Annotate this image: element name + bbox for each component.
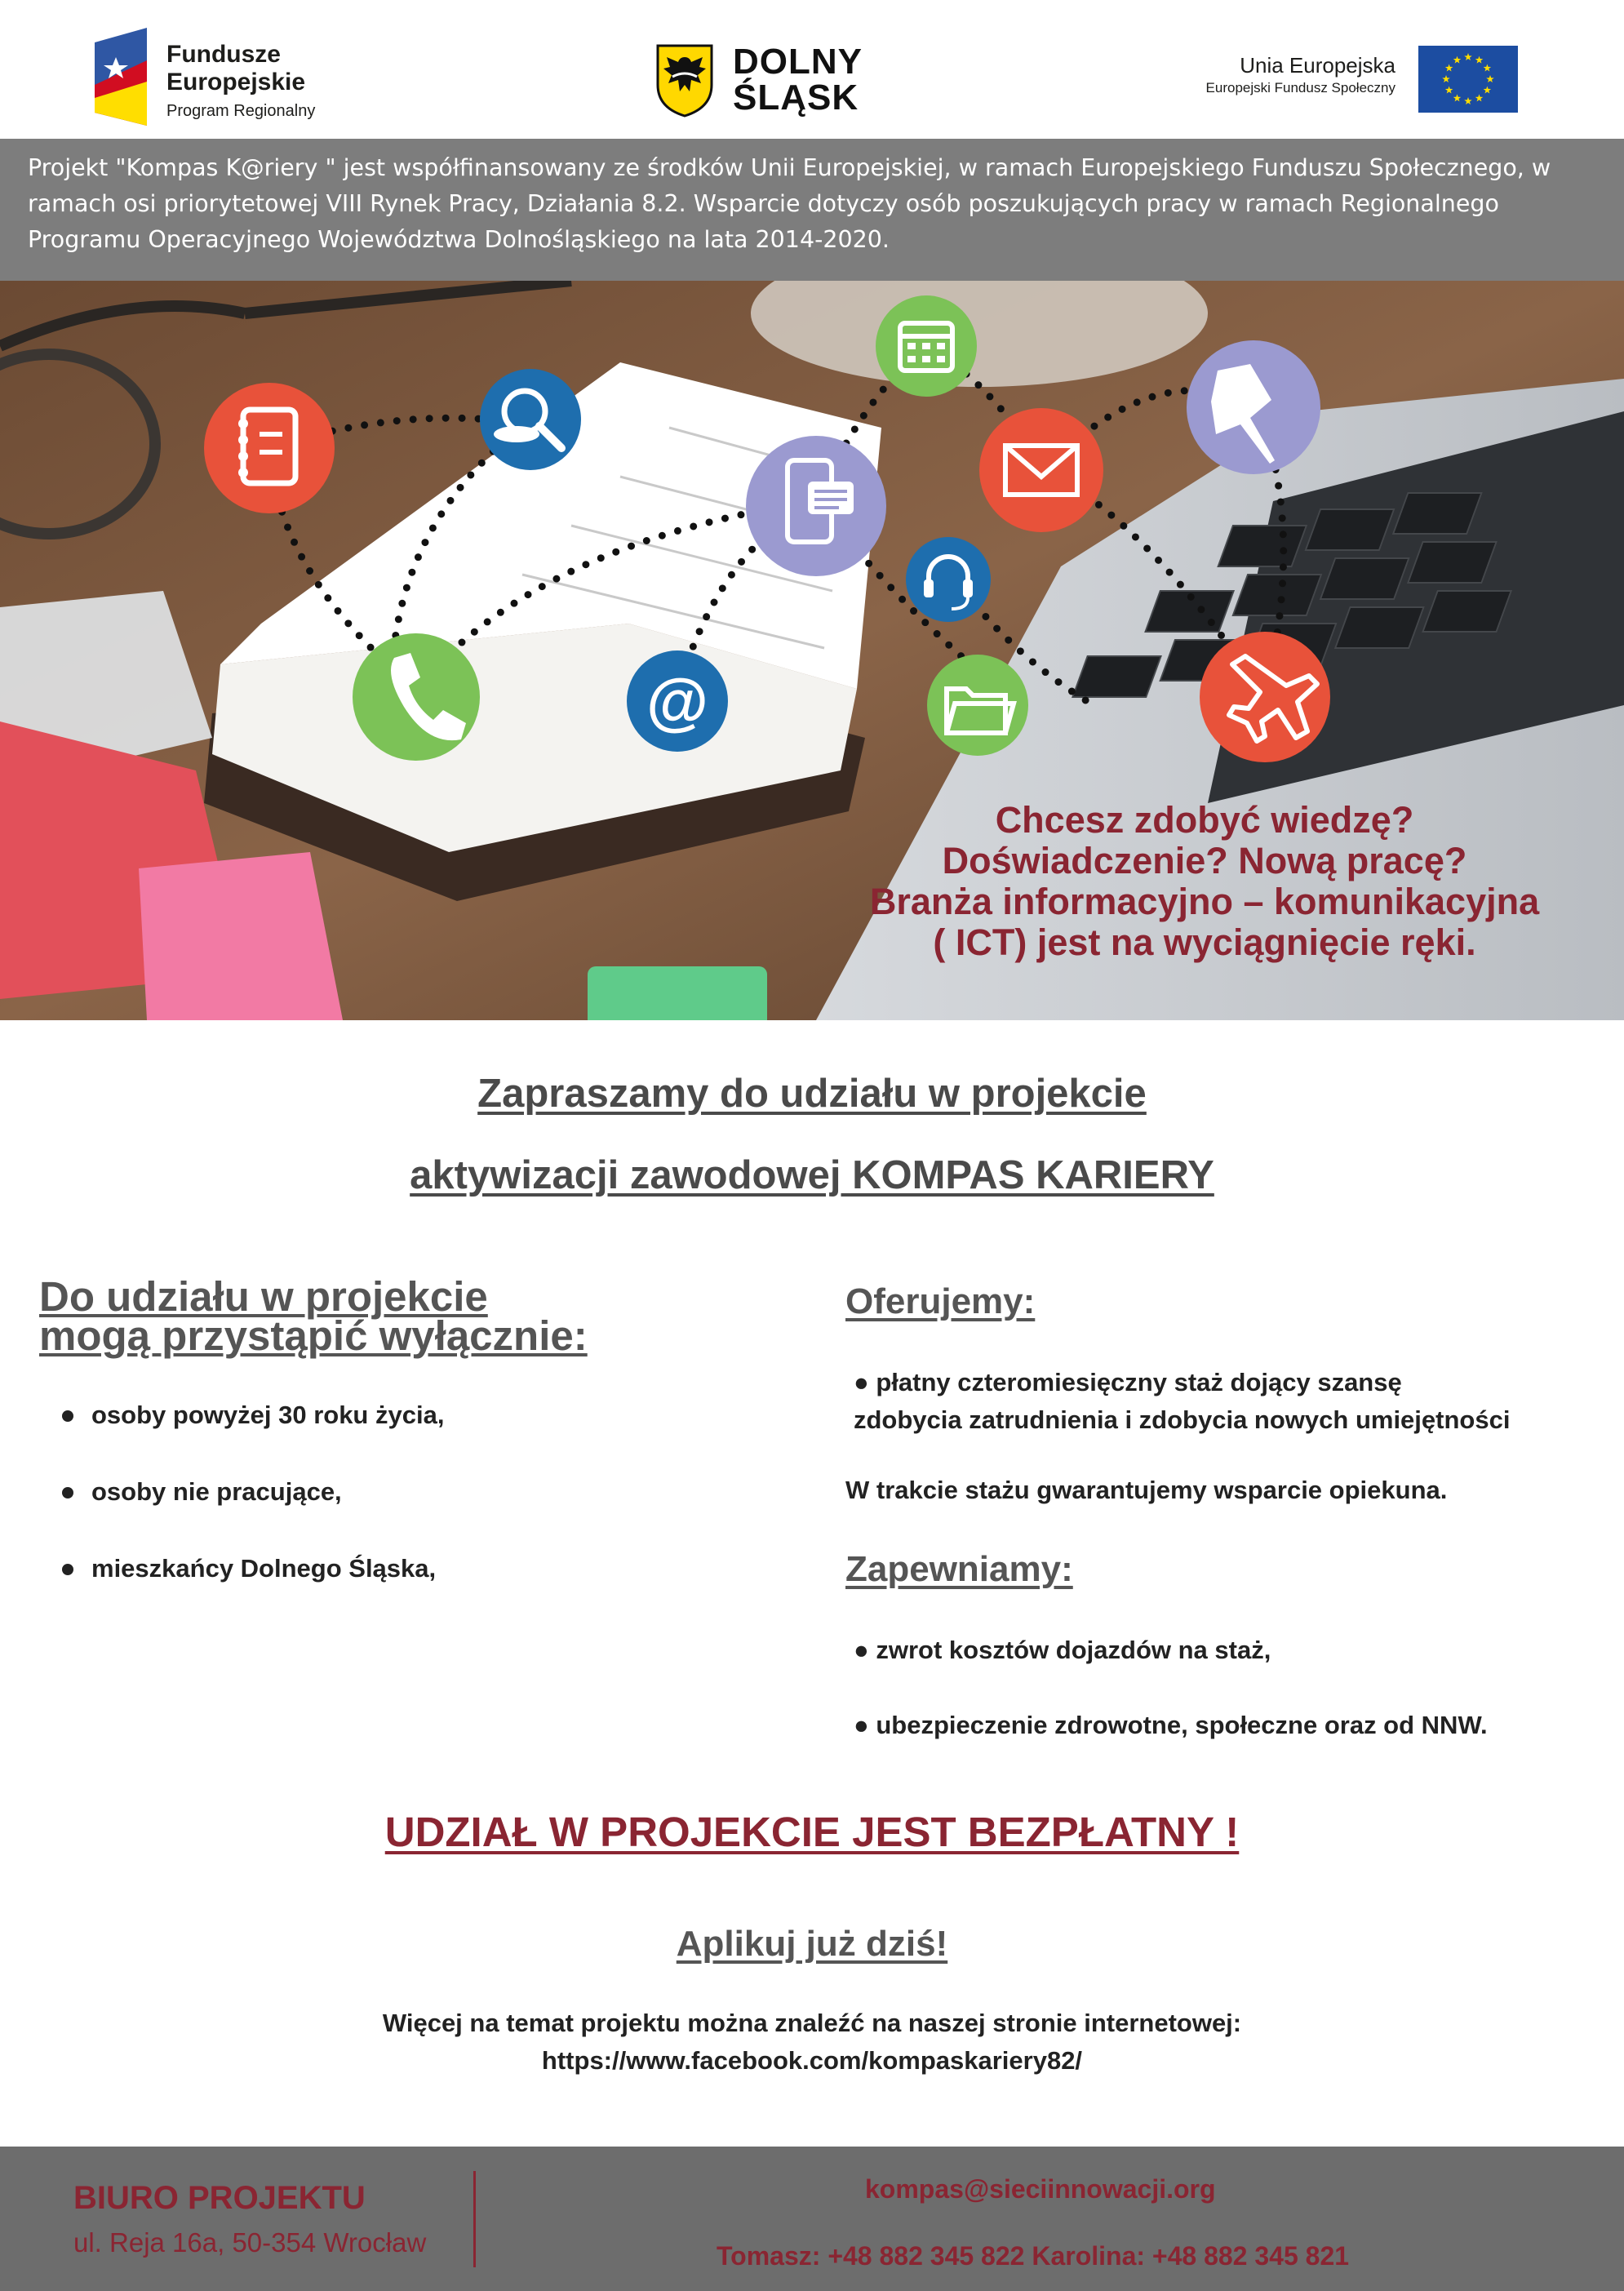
airplane-icon [1200, 632, 1330, 762]
unia-europejska-logo [1191, 46, 1518, 114]
eu-flag-icon [1418, 46, 1518, 113]
invitation-line1: Zapraszamy do udziału w projekcie [477, 1072, 1147, 1116]
hero-question-line3: Branża informacyjno – komunikacyjna [869, 881, 1540, 922]
hero-question-line4: ( ICT) jest na wyciągnięcie ręki. [933, 921, 1476, 963]
hero-question [788, 800, 1621, 963]
phone-icon [353, 633, 480, 761]
eligibility-heading-line1: Do udziału w projekcie [39, 1273, 488, 1320]
hero-question-line1: Chcesz zdobyć wiedzę? [995, 799, 1414, 841]
calendar-icon [876, 295, 977, 397]
list-item: mieszkańcy Dolnego Śląska, [39, 1530, 774, 1607]
contact-email[interactable]: kompas@sieciinnowacji.org [865, 2174, 1216, 2204]
hero-image [0, 281, 1624, 1020]
ds-logo-text [733, 44, 863, 116]
eu-logo-text [1206, 52, 1395, 98]
at-icon [627, 650, 728, 752]
fe-logo-text [166, 41, 315, 122]
eligibility-section [39, 1273, 774, 1607]
at-symbol: @ [646, 665, 709, 737]
offer-item-line2: zdobycia zatrudnienia i zdobycia nowych umiejętności [854, 1405, 1511, 1434]
ds-line2: ŚLĄSK [733, 78, 859, 118]
fe-flag-icon [95, 28, 147, 126]
fundusze-europejskie-logo [95, 28, 372, 126]
offer-section [845, 1277, 1613, 1744]
pushpin-icon [1187, 340, 1320, 474]
eligibility-heading [39, 1273, 774, 1359]
more-info [0, 2005, 1624, 2080]
provide-item-2: ● ubezpieczenie zdrowotne, społeczne oraz od NNW. [854, 1711, 1488, 1739]
offer-item-line1: ● płatny czteromiesięczny staż dojący szansę [854, 1368, 1402, 1396]
ds-line1: DOLNY [733, 42, 863, 82]
cofinancing-text: Projekt "Kompas K@riery " jest współfinansowany ze środków Unii Europejskiej, w ramach Europejskiego Funduszu Społecznego, w ramach osi priorytetowej VIII Rynek Pracy, Działania 8.2. Wsparcie dotyczy osób poszukujących pracy w ramach Regionalnego Programu Operacyjnego Województwa Dolnośląskiego na lata 2014-2020. [28, 154, 1551, 253]
smartphone-chat-icon [746, 436, 886, 576]
invitation-heading [0, 1053, 1624, 1216]
cofinancing-info-bar [0, 139, 1624, 281]
list-item: osoby powyżej 30 roku życia, [39, 1377, 774, 1454]
facebook-link[interactable]: https://www.facebook.com/kompaskariery82/ [541, 2046, 1083, 2075]
office-address: ul. Reja 16a, 50-354 Wrocław [73, 2227, 427, 2258]
footer-divider [473, 2171, 476, 2267]
eligibility-list [39, 1377, 774, 1607]
fe-line2: Europejskie [166, 69, 306, 95]
dolny-slask-logo [654, 42, 891, 124]
contact-phones: Tomasz: +48 882 345 822 Karolina: +48 882 345 821 [717, 2241, 1350, 2271]
apply-text: Aplikuj już dziś! [676, 1924, 948, 1964]
offer-heading: Oferujemy: [845, 1281, 1036, 1321]
headset-icon [906, 537, 991, 622]
provide-item-1: ● zwrot kosztów dojazdów na staż, [854, 1636, 1271, 1664]
eu-line1: Unia Europejska [1240, 53, 1395, 78]
fe-line1: Fundusze [166, 41, 281, 68]
folder-icon [927, 655, 1028, 756]
notebook-icon [204, 383, 335, 513]
hero-question-line2: Doświadczenie? Nową pracę? [942, 840, 1467, 881]
logo-bar [0, 0, 1624, 139]
offer-item [845, 1364, 1613, 1439]
list-item: osoby nie pracujące, [39, 1454, 774, 1530]
apply-heading [0, 1920, 1624, 1969]
search-icon [480, 369, 581, 470]
offer-support-text: W trakcie stażu gwarantujemy wsparcie opiekuna. [845, 1476, 1448, 1504]
eagle-crest-icon [654, 42, 715, 118]
provide-heading: Zapewniamy: [845, 1549, 1073, 1589]
green-sticky-note [588, 966, 767, 1020]
free-participation-text: UDZIAŁ W PROJEKCIE JEST BEZPŁATNY ! [384, 1809, 1240, 1855]
eu-line2: Europejski Fundusz Społeczny [1205, 80, 1395, 95]
invitation-line2: aktywizacji zawodowej KOMPAS KARIERY [410, 1153, 1214, 1197]
free-participation-banner [0, 1804, 1624, 1861]
footer-bar [0, 2147, 1624, 2291]
envelope-icon [979, 408, 1103, 532]
office-title: BIURO PROJEKTU [73, 2180, 366, 2216]
eligibility-heading-line2: mogą przystąpić wyłącznie: [39, 1312, 588, 1359]
more-info-text: Więcej na temat projektu można znaleźć na naszej stronie internetowej: [382, 2009, 1242, 2037]
fe-line3: Program Regionalny [166, 102, 316, 120]
pink-sticky-note [139, 852, 343, 1020]
